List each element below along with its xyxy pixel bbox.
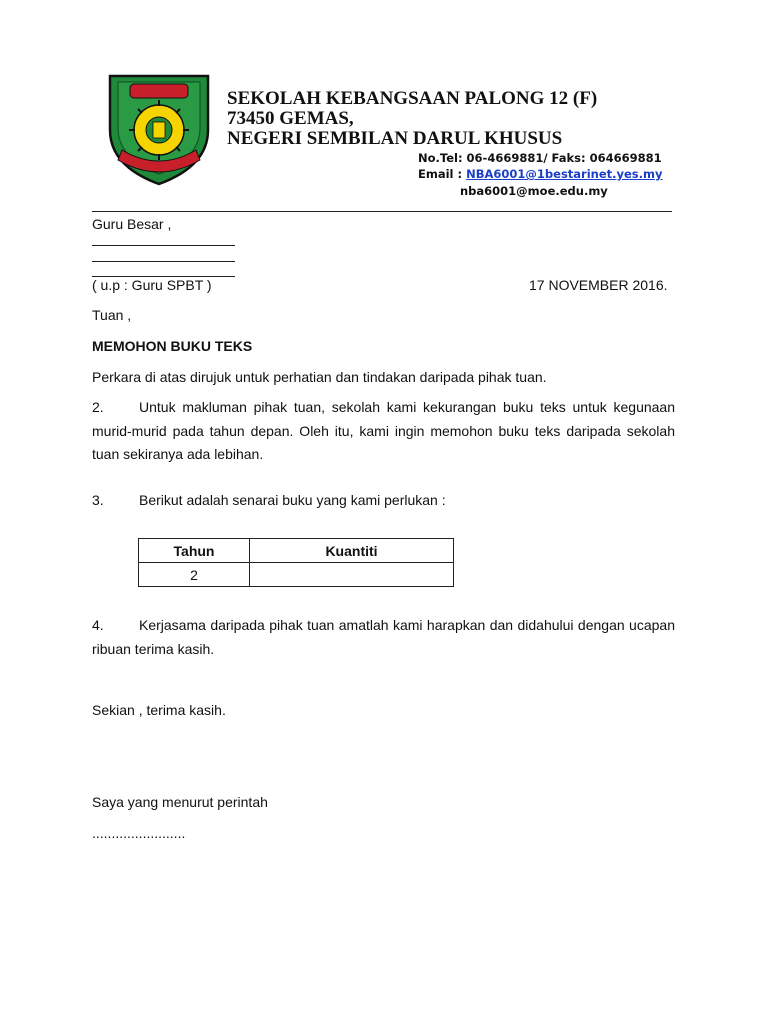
address-line-1 xyxy=(92,245,235,246)
book-request-table xyxy=(138,538,454,587)
email-secondary: nba6001@moe.edu.my xyxy=(460,184,608,198)
email-row xyxy=(418,167,663,181)
closing-remark: Sekian , terima kasih. xyxy=(92,702,226,718)
table-header-tahun: Tahun xyxy=(139,539,250,563)
paragraph-2-text: Untuk makluman pihak tuan, sekolah kami kekurangan buku teks untuk kegunaan murid-murid pada tahun depan. Oleh itu, kami ingin memohon buku teks daripada sekolah tuan sekiranya ada lebihan. xyxy=(92,399,675,462)
phone-fax: No.Tel: 06-4669881/ Faks: 064669881 xyxy=(418,151,662,165)
attention-line: ( u.p : Guru SPBT ) xyxy=(92,277,212,293)
email-label: Email : xyxy=(418,167,463,181)
salutation: Tuan , xyxy=(92,307,132,323)
address-line-2 xyxy=(92,261,235,262)
subject-heading: MEMOHON BUKU TEKS xyxy=(92,338,253,354)
recipient-title: Guru Besar , xyxy=(92,216,172,232)
table-cell-kuantiti xyxy=(250,563,454,587)
letter-date: 17 NOVEMBER 2016. xyxy=(529,277,668,293)
paragraph-3-text: Berikut adalah senarai buku yang kami perlukan : xyxy=(139,492,446,508)
school-postcode-town: 73450 GEMAS, xyxy=(227,108,354,129)
paragraph-4-text: Kerjasama daripada pihak tuan amatlah kami harapkan dan didahului dengan ucapan ribuan terima kasih. xyxy=(92,617,675,657)
table-header-kuantiti: Kuantiti xyxy=(250,539,454,563)
email-primary-link[interactable]: NBA6001@1bestarinet.yes.my xyxy=(466,167,663,181)
table-cell-tahun: 2 xyxy=(139,563,250,587)
school-state: NEGERI SEMBILAN DARUL KHUSUS xyxy=(227,128,563,149)
signature-line: ........................ xyxy=(92,825,186,841)
paragraph-3-number: 3. xyxy=(92,492,104,508)
paragraph-4-number: 4. xyxy=(92,617,104,633)
signoff-text: Saya yang menurut perintah xyxy=(92,794,268,810)
school-crest-logo xyxy=(104,70,214,188)
school-name: SEKOLAH KEBANGSAAN PALONG 12 (F) xyxy=(227,88,598,109)
paragraph-2-number: 2. xyxy=(92,399,104,415)
table-row xyxy=(139,563,454,587)
table-header-row xyxy=(139,539,454,563)
letterhead-divider xyxy=(92,211,672,212)
paragraph-1: Perkara di atas dirujuk untuk perhatian dan tindakan daripada pihak tuan. xyxy=(92,369,547,385)
